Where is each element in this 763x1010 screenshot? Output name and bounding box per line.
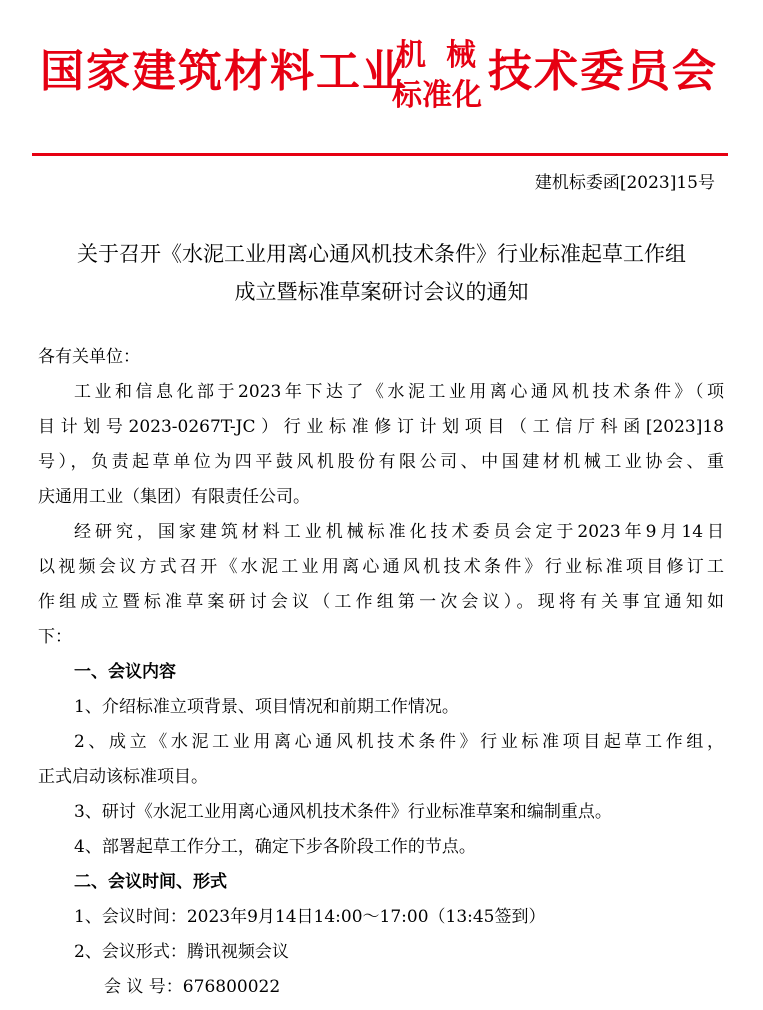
list-item: 4、部署起草工作分工，确定下步各阶段工作的节点。 xyxy=(74,837,476,857)
notice-title-line-2: 成立暨标准草案研讨会议的通知 xyxy=(234,280,529,304)
document-number: 建机标委函[2023]15号 xyxy=(534,173,715,193)
notice-body xyxy=(38,340,724,1005)
list-item: 2、会议形式：腾讯视频会议 xyxy=(74,942,289,962)
salutation: 各有关单位： xyxy=(38,347,140,367)
paragraph-line: 号），负责起草单位为四平鼓风机股份有限公司、中国建材机械工业协会、重 xyxy=(38,452,724,472)
paragraph-line: 庆通用工业（集团）有限责任公司。 xyxy=(38,487,310,507)
letterhead-org-stack xyxy=(392,36,496,116)
letterhead-divider xyxy=(32,153,728,156)
list-item: 2、成立《水泥工业用离心通风机技术条件》行业标准项目起草工作组， xyxy=(74,732,724,752)
letterhead xyxy=(0,0,763,160)
list-item: 3、研讨《水泥工业用离心通风机技术条件》行业标准草案和编制重点。 xyxy=(74,802,612,822)
section-heading: 一、会议内容 xyxy=(74,662,176,682)
list-item: 会 议 号：676800022 xyxy=(104,977,281,997)
letterhead-stack-line-2: 标准化 xyxy=(392,78,482,113)
paragraph-line: 以视频会议方式召开《水泥工业用离心通风机技术条件》行业标准项目修订工 xyxy=(38,557,724,577)
paragraph-line: 作组成立暨标准草案研讨会议（工作组第一次会议）。现将有关事宜通知如 xyxy=(38,592,724,612)
list-item: 1、介绍标准立项背景、项目情况和前期工作情况。 xyxy=(74,697,459,717)
paragraph-line: 工业和信息化部于2023年下达了《水泥工业用离心通风机技术条件》（项 xyxy=(74,382,724,402)
paragraph-line: 经研究，国家建筑材料工业机械标准化技术委员会定于2023年9月14日 xyxy=(74,522,724,542)
list-item: 正式启动该标准项目。 xyxy=(38,767,208,787)
paragraph-line: 目计划号2023-0267T-JC）行业标准修订计划项目（工信厅科函[2023]18 xyxy=(38,417,724,437)
letterhead-org-left: 国家建筑材料工业 xyxy=(40,46,408,97)
notice-title-line-1: 关于召开《水泥工业用离心通风机技术条件》行业标准起草工作组 xyxy=(77,242,686,266)
list-item: 1、会议时间：2023年9月14日14:00～17:00（13:45签到） xyxy=(74,907,546,927)
section-heading: 二、会议时间、形式 xyxy=(74,872,227,892)
letterhead-org-right: 技术委员会 xyxy=(488,46,718,97)
paragraph-line: 下： xyxy=(38,627,72,647)
letterhead-stack-line-1: 机械 xyxy=(396,38,496,73)
